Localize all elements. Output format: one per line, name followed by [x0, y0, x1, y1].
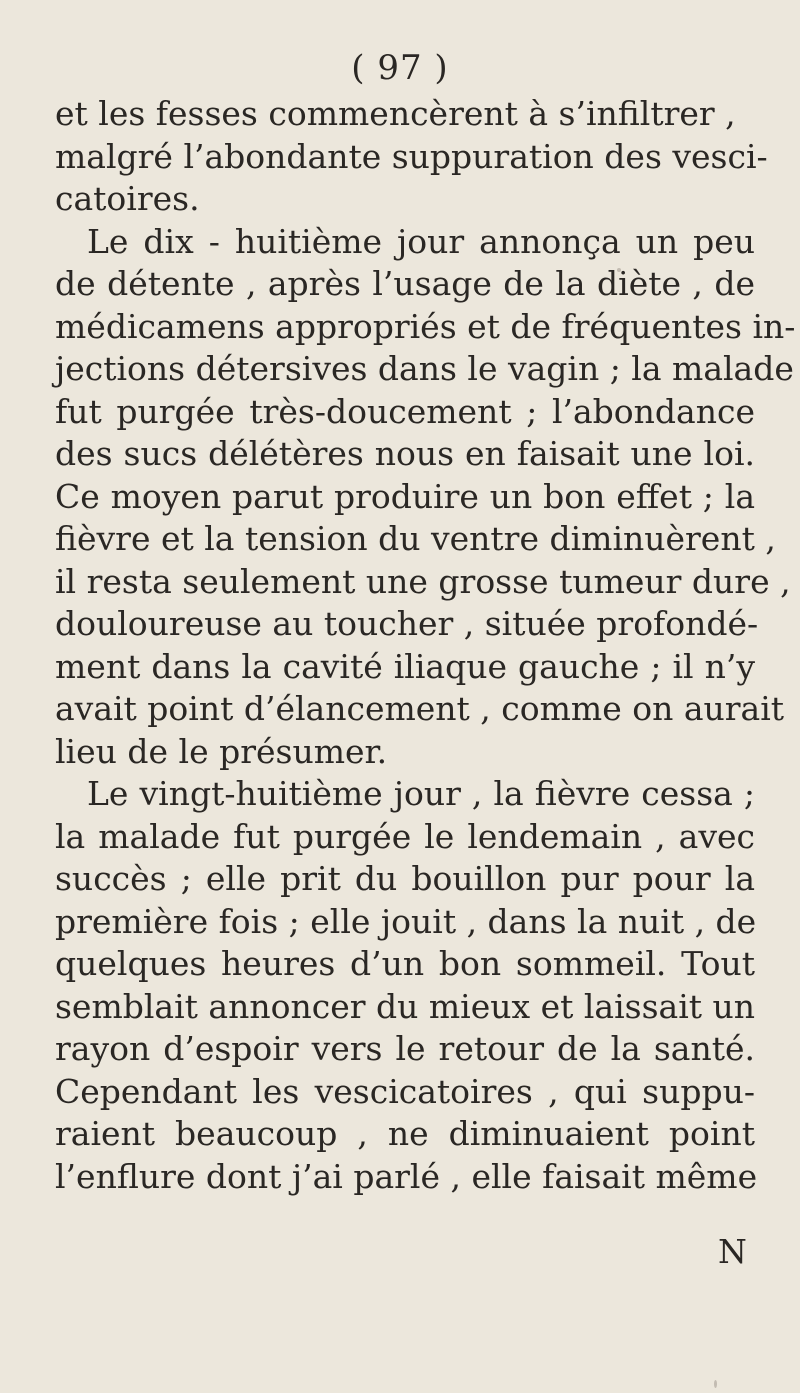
text-line: de détente , après l’usage de la diète , de — [55, 264, 755, 303]
text-line: malgré l’abondante suppuration des vesci- — [55, 136, 768, 176]
text-line: rayon d’espoir vers le retour de la santé. — [55, 1029, 755, 1068]
text-line: fièvre et la tension du ventre diminuèrent , — [55, 519, 776, 558]
paper-spot — [617, 268, 621, 272]
text-line: raient beaucoup , ne diminuaient point — [55, 1114, 755, 1153]
text-line: ment dans la cavité iliaque gauche ; il n’y — [55, 646, 755, 686]
paper-spot — [714, 1380, 717, 1388]
text-line: avait point d’élancement , comme on aurait — [55, 689, 785, 728]
text-line: Le vingt-huitième jour , la fièvre cessa ; — [87, 774, 755, 813]
text-line: douloureuse au toucher , située profondé- — [55, 604, 759, 643]
signature-mark: N — [718, 1232, 747, 1271]
text-line: jections détersives dans le vagin ; la malade — [55, 349, 794, 388]
text-line: quelques heures d’un bon sommeil. Tout — [55, 944, 755, 983]
text-line: fut purgée très-doucement ; l’abondance — [55, 391, 755, 431]
text-line: il resta seulement une grosse tumeur dure , — [55, 561, 791, 601]
text-line: Le dix - huitième jour annonça un peu — [87, 221, 755, 261]
page-number: ( 97 ) — [351, 48, 449, 88]
text-line: Cependant les vescicatoires , qui suppu- — [55, 1071, 755, 1111]
text-line: catoires. — [55, 179, 200, 218]
text-line: succès ; elle prit du bouillon pur pour la — [55, 859, 755, 898]
text-line: semblait annoncer du mieux et laissait un — [55, 986, 756, 1026]
text-line: des sucs délétères nous en faisait une loi. — [55, 434, 755, 473]
text-line: la malade fut purgée le lendemain , avec — [55, 816, 755, 856]
body-text — [55, 93, 796, 1198]
text-line: lieu de le présumer. — [55, 731, 388, 771]
text-line: première fois ; elle jouit , dans la nuit , de — [55, 901, 757, 941]
text-line: l’enflure dont j’ai parlé , elle faisait même — [55, 1156, 758, 1196]
text-line: et les fesses commencèrent à s’infiltrer , — [55, 94, 736, 133]
text-line: Ce moyen parut produire un bon effet ; la — [55, 476, 755, 516]
text-line: médicamens appropriés et de fréquentes in- — [55, 306, 796, 346]
